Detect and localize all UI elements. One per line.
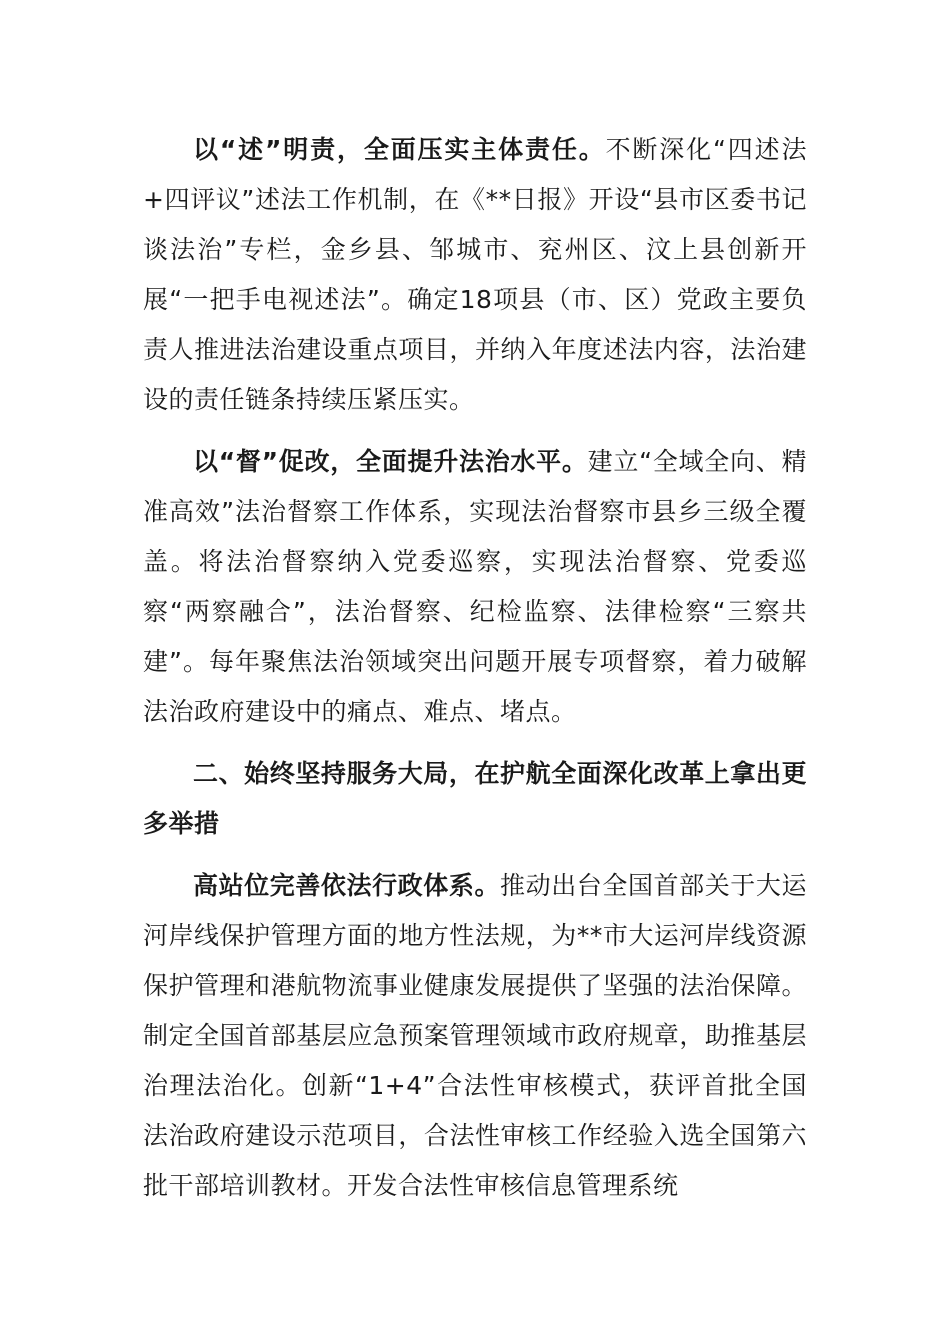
- paragraph-accountability: [143, 125, 807, 425]
- paragraph-body: 不断深化“四述法+四评议”述法工作机制，在《**日报》开设“县市区委书记谈法治”专栏，金乡县、邹城市、兖州区、汶上县创新开展“一把手电视述法”。确定18项县（市、区）党政主要负责人推进法治建设重点项目，并纳入年度述法内容，法治建设的责任链条持续压紧压实。: [143, 135, 808, 414]
- document-page: [143, 125, 807, 1223]
- paragraph-lead: 高站位完善依法行政体系。: [193, 871, 501, 900]
- paragraph-lead: 以“述”明责，全面压实主体责任。: [193, 135, 606, 164]
- paragraph-administration: [143, 861, 807, 1211]
- paragraph-lead: 以“督”促改，全面提升法治水平。: [193, 447, 588, 476]
- paragraph-supervision: [143, 437, 807, 737]
- section-heading: 二、始终坚持服务大局，在护航全面深化改革上拿出更多举措: [143, 759, 807, 838]
- paragraph-body: 推动出台全国首部关于大运河岸线保护管理方面的地方性法规，为**市大运河岸线资源保护管理和港航物流事业健康发展提供了坚强的法治保障。制定全国首部基层应急预案管理领域市政府规章，助推基层治理法治化。创新“1+4”合法性审核模式，获评首批全国法治政府建设示范项目，合法性审核工作经验入选全国第六批干部培训教材。开发合法性审核信息管理系统: [143, 871, 807, 1200]
- paragraph-body: 建立“全域全向、精准高效”法治督察工作体系，实现法治督察市县乡三级全覆盖。将法治督察纳入党委巡察，实现法治督察、党委巡察“两察融合”，法治督察、纪检监察、法律检察“三察共建”。每年聚焦法治领域突出问题开展专项督察，着力破解法治政府建设中的痛点、难点、堵点。: [143, 447, 807, 726]
